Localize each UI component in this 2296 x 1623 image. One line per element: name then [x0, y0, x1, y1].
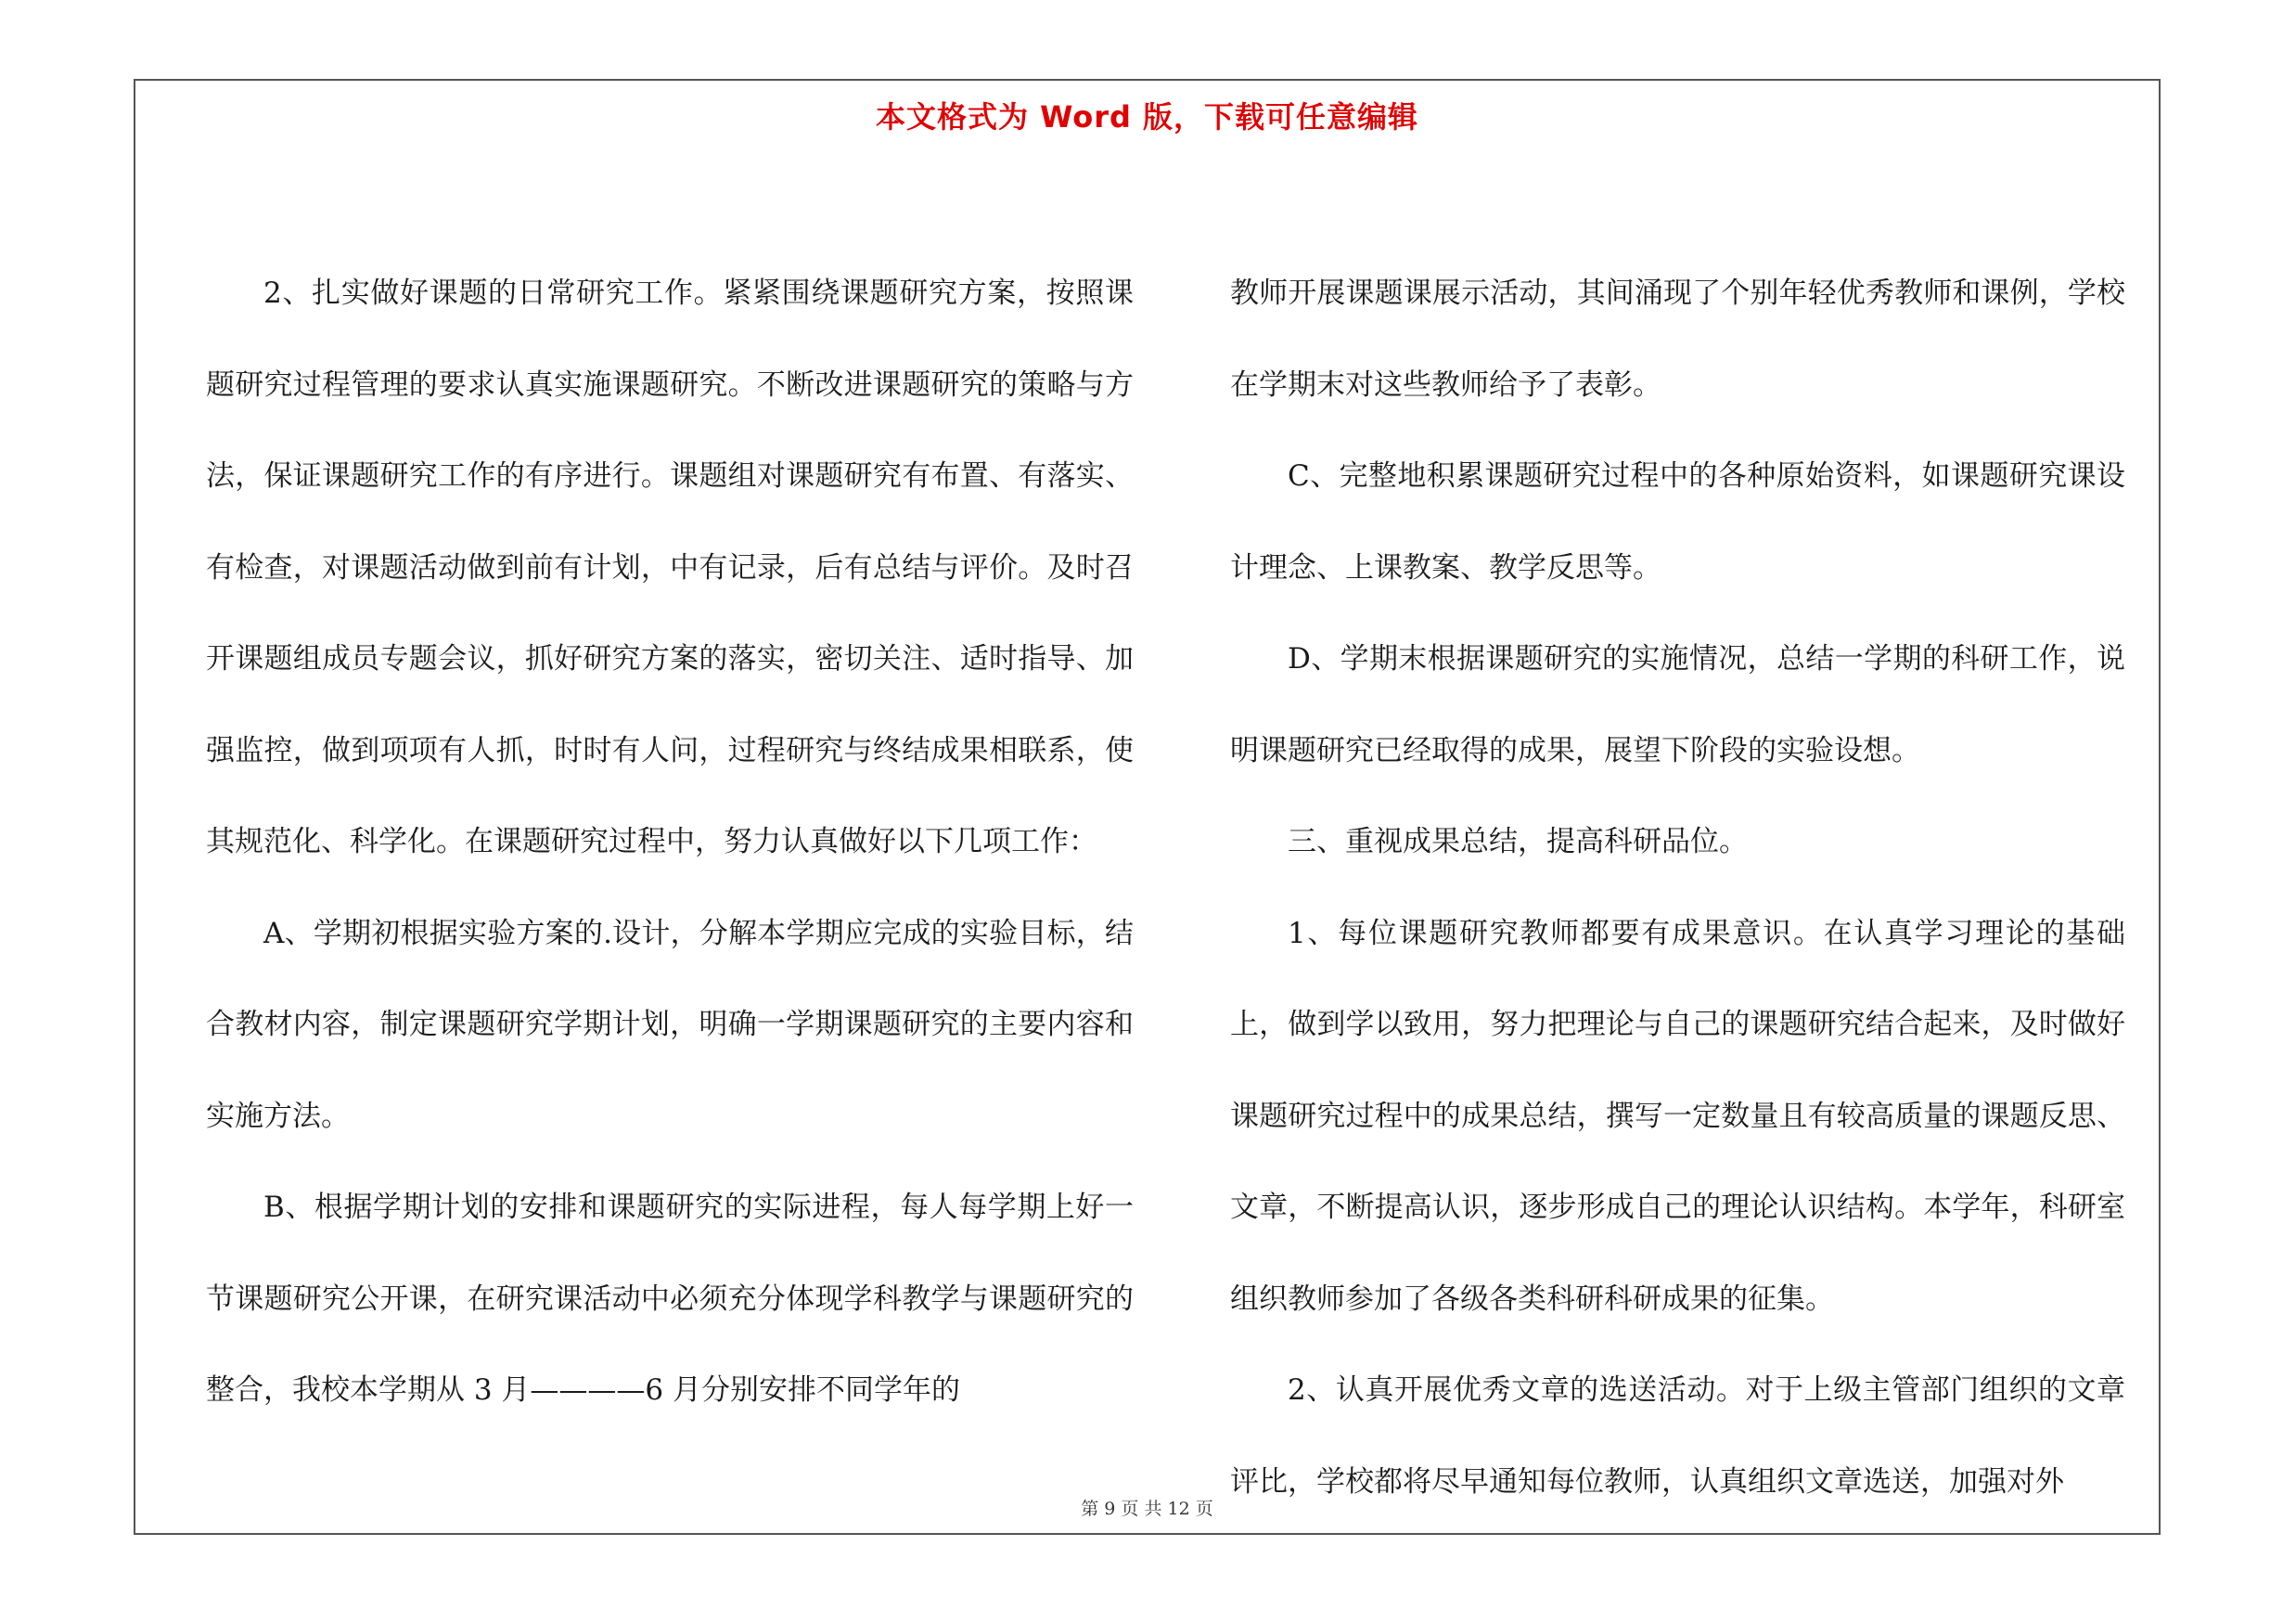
- right-column: [1230, 248, 2125, 1527]
- right-paragraph-3: D、学期末根据课题研究的实施情况，总结一学期的科研工作，说明课题研究已经取得的成果，展望下阶段的实验设想。: [1230, 642, 2125, 767]
- left-paragraph-3: B、根据学期计划的安排和课题研究的实际进程，每人每学期上好一节课题研究公开课，在研究课活动中必须充分体现学科教学与课题研究的整合，我校本学期从 3 月————6 月分别安排不同学年的: [206, 1191, 1134, 1407]
- right-paragraph-1: 教师开展课题课展示活动，其间涌现了个别年轻优秀教师和课例，学校在学期末对这些教师给予了表彰。: [1230, 277, 2125, 402]
- right-paragraph-6: 2、认真开展优秀文章的选送活动。对于上级主管部门组织的文章评比，学校都将尽早通知每位教师，认真组织文章选送，加强对外: [1230, 1373, 2125, 1499]
- header-banner: [135, 94, 2159, 136]
- left-paragraph-2: A、学期初根据实验方案的.设计，分解本学期应完成的实验目标，结合教材内容，制定课题研究学期计划，明确一学期课题研究的主要内容和实施方法。: [206, 916, 1134, 1133]
- right-paragraph-5: 1、每位课题研究教师都要有成果意识。在认真学习理论的基础上，做到学以致用，努力把理论与自己的课题研究结合起来，及时做好课题研究过程中的成果总结，撰写一定数量且有较高质量的课题反思、文章，不断提高认识，逐步形成自己的理论认识结构。本学年，科研室组织教师参加了各级各类科研科研成果的征集。: [1230, 916, 2125, 1316]
- left-column: [206, 248, 1134, 1436]
- header-banner-text: 本文格式为 Word 版，下载可任意编辑: [875, 99, 1419, 135]
- page-footer: [135, 1495, 2159, 1520]
- page-number: 第 9 页 共 12 页: [1081, 1499, 1213, 1519]
- right-paragraph-4: 三、重视成果总结，提高科研品位。: [1288, 825, 1748, 858]
- page-frame: [134, 79, 2161, 1535]
- right-paragraph-2: C、完整地积累课题研究过程中的各种原始资料，如课题研究课设计理念、上课教案、教学反思等。: [1230, 459, 2125, 585]
- left-paragraph-1: 2、扎实做好课题的日常研究工作。紧紧围绕课题研究方案，按照课题研究过程管理的要求认真实施课题研究。不断改进课题研究的策略与方法，保证课题研究工作的有序进行。课题组对课题研究有布置、有落实、有检查，对课题活动做到前有计划，中有记录，后有总结与评价。及时召开课题组成员专题会议，抓好研究方案的落实，密切关注、适时指导、加强监控，做到项项有人抓，时时有人问，过程研究与终结成果相联系，使其规范化、科学化。在课题研究过程中，努力认真做好以下几项工作：: [206, 277, 1134, 858]
